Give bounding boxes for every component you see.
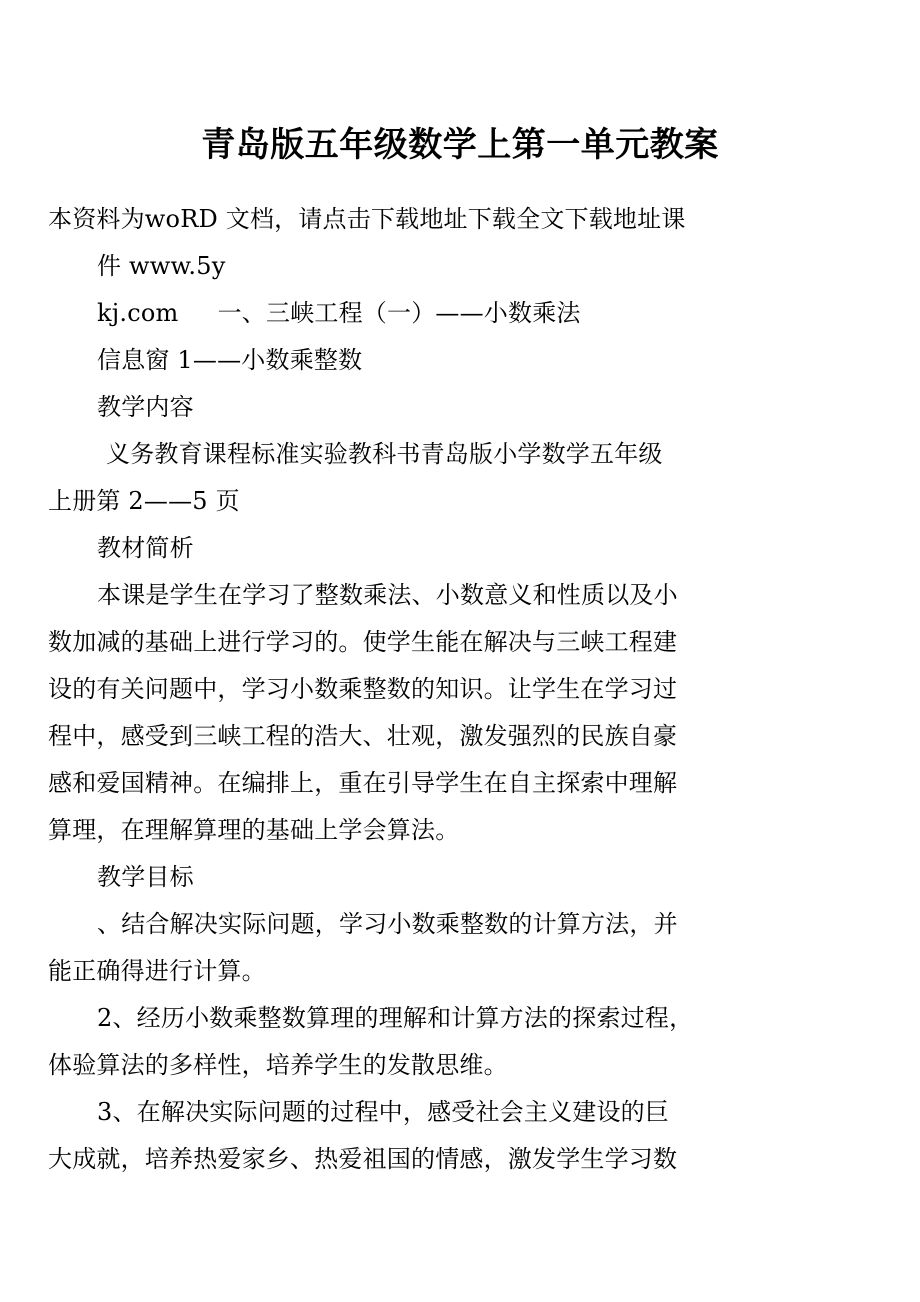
text-line: 大成就，培养热爱家乡、热爱祖国的情感，激发学生学习数 [48, 1145, 678, 1173]
text-line: 3、在解决实际问题的过程中，感受社会主义建设的巨 [97, 1098, 670, 1126]
text-line: 设的有关问题中，学习小数乘整数的知识。让学生在学习过 [48, 675, 678, 703]
text-line: 本课是学生在学习了整数乘法、小数意义和性质以及小 [97, 581, 678, 609]
text-line: 感和爱国精神。在编排上，重在引导学生在自主探索中理解 [48, 769, 678, 797]
text-line: 件 www.5y [97, 252, 226, 280]
text-line: 信息窗 1——小数乘整数 [97, 346, 363, 374]
text-line: 2、经历小数乘整数算理的理解和计算方法的探索过程， [97, 1004, 694, 1032]
text-line: 教学内容 [97, 393, 194, 421]
document-body [48, 196, 784, 1183]
text-line: 数加减的基础上进行学习的。使学生能在解决与三峡工程建 [48, 628, 678, 656]
text-line: 教材简析 [97, 534, 194, 562]
text-line: 体验算法的多样性，培养学生的发散思维。 [48, 1051, 508, 1079]
text-line: 上册第 2——5 页 [48, 487, 240, 515]
text-line: 教学目标 [97, 863, 194, 891]
text-line: kj.com 一、三峡工程（一）——小数乘法 [97, 299, 581, 327]
text-line: 能正确得进行计算。 [48, 957, 266, 985]
page-title: 青岛版五年级数学上第一单元教案 [201, 124, 719, 165]
text-line: 本资料为woRD 文档，请点击下载地址下载全文下载地址课 [48, 205, 686, 233]
text-line: 、结合解决实际问题，学习小数乘整数的计算方法，并 [97, 910, 678, 938]
text-line: 算理，在理解算理的基础上学会算法。 [48, 816, 460, 844]
text-line: 程中，感受到三峡工程的浩大、壮观，激发强烈的民族自豪 [48, 722, 678, 750]
text-line: 义务教育课程标准实验教科书青岛版小学数学五年级 [106, 440, 663, 468]
